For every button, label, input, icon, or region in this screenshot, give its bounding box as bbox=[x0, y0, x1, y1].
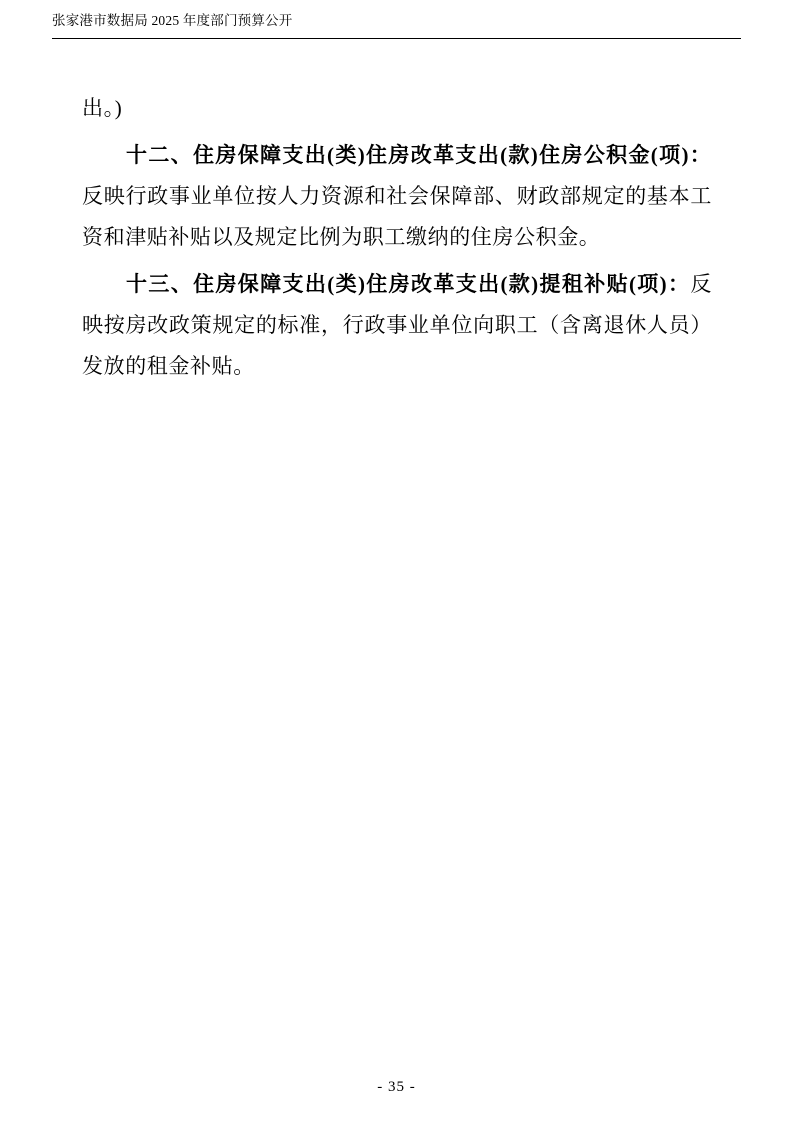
page-header bbox=[52, 12, 741, 42]
continuation-line: 出。) bbox=[82, 96, 123, 120]
paragraph-thirteen-lead: 十三、住房保障支出(类)住房改革支出(款)提租补贴(项)： bbox=[126, 272, 691, 296]
document-body bbox=[82, 88, 712, 388]
page-number: - 35 - bbox=[377, 1079, 416, 1095]
paragraph-thirteen bbox=[82, 264, 712, 387]
paragraph-thirteen-text: 反映按房改政策规定的标准，行政事业单位向职工（含离退休人员）发放的租金补贴。 bbox=[82, 272, 712, 378]
header-title: 张家港市数据局 2025 年度部门预算公开 bbox=[52, 13, 293, 28]
paragraph-twelve-text: 反映行政事业单位按人力资源和社会保障部、财政部规定的基本工资和津贴补贴以及规定比例为职工缴纳的住房公积金。 bbox=[82, 184, 712, 249]
page-footer bbox=[0, 1079, 793, 1096]
header-divider bbox=[52, 38, 741, 39]
paragraph-twelve bbox=[82, 135, 712, 258]
paragraph-twelve-lead: 十二、住房保障支出(类)住房改革支出(款)住房公积金(项)： bbox=[126, 143, 712, 167]
